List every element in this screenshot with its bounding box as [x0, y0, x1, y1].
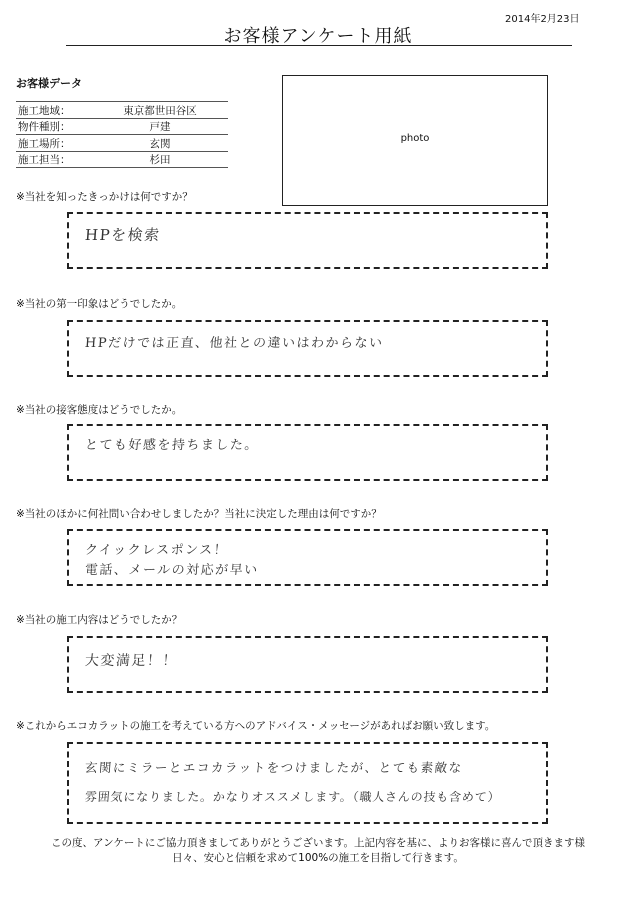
info-label: 施工地域： — [18, 104, 71, 117]
footer-message — [0, 836, 636, 866]
answer-text-line-1: クイックレスポンス！ — [84, 543, 229, 558]
answer-text: HPだけでは正直、他社との違いはわからない — [84, 336, 384, 351]
info-row-property-type — [16, 119, 228, 136]
info-label: 施工担当： — [18, 154, 71, 166]
page-title: お客様アンケート用紙 — [223, 26, 413, 47]
answer-box-5 — [67, 636, 548, 693]
info-row-area — [16, 101, 228, 119]
question-1: ※当社を知ったきっかけは何ですか？ — [16, 191, 193, 203]
answer-box-1 — [67, 212, 548, 269]
footer-line-2: 日々、安心と信頼を求めて100%の施工を目指して行きます。 — [172, 852, 464, 864]
question-5: ※当社の施工内容はどうでしたか？ — [16, 614, 183, 626]
customer-data-heading: お客様データ — [16, 77, 82, 90]
question-6: ※これからエコカラットの施工を考えている方へのアドバイス・メッセージがあればお願い致します。 — [16, 720, 496, 732]
answer-text: HPを検索 — [84, 226, 162, 244]
answer-text: 大変満足！！ — [84, 653, 179, 669]
info-row-location — [16, 135, 228, 152]
answer-text-line-2: 電話、メールの対応が早い — [84, 563, 260, 578]
answer-box-6 — [67, 742, 548, 824]
survey-date: 2014年2月23日 — [505, 14, 580, 25]
answer-text-line-1: 玄関にミラーとエコカラットをつけましたが、とても素敵な — [84, 760, 464, 775]
info-value: 杉田 — [149, 154, 171, 166]
info-label: 物件種別： — [18, 121, 71, 133]
answer-text-line-2: 雰囲気になりました。かなりオススメします。（職人さんの技も含めて） — [84, 790, 501, 804]
answer-text: とても好感を持ちました。 — [84, 438, 260, 453]
info-row-staff — [16, 152, 228, 169]
customer-info-table — [16, 101, 228, 168]
question-4: ※当社のほかに何社問い合わせしましたか？当社に決定した理由は何ですか？ — [16, 508, 382, 520]
photo-label: photo — [400, 133, 430, 144]
info-label: 施工場所： — [18, 137, 71, 150]
question-3: ※当社の接客態度はどうでしたか。 — [16, 404, 183, 416]
answer-box-3 — [67, 424, 548, 481]
answer-box-4 — [67, 529, 548, 586]
info-value: 玄関 — [149, 137, 171, 150]
answer-box-2 — [67, 320, 548, 377]
info-value: 東京都世田谷区 — [123, 104, 197, 117]
info-value: 戸建 — [149, 121, 171, 133]
photo-frame — [282, 75, 548, 206]
question-2: ※当社の第一印象はどうでしたか。 — [16, 298, 183, 310]
footer-line-1: この度、アンケートにご協力頂きましてありがとうございます。上記内容を基に、よりお客様に喜んで頂きます様 — [50, 837, 586, 849]
title-underline — [66, 45, 572, 46]
